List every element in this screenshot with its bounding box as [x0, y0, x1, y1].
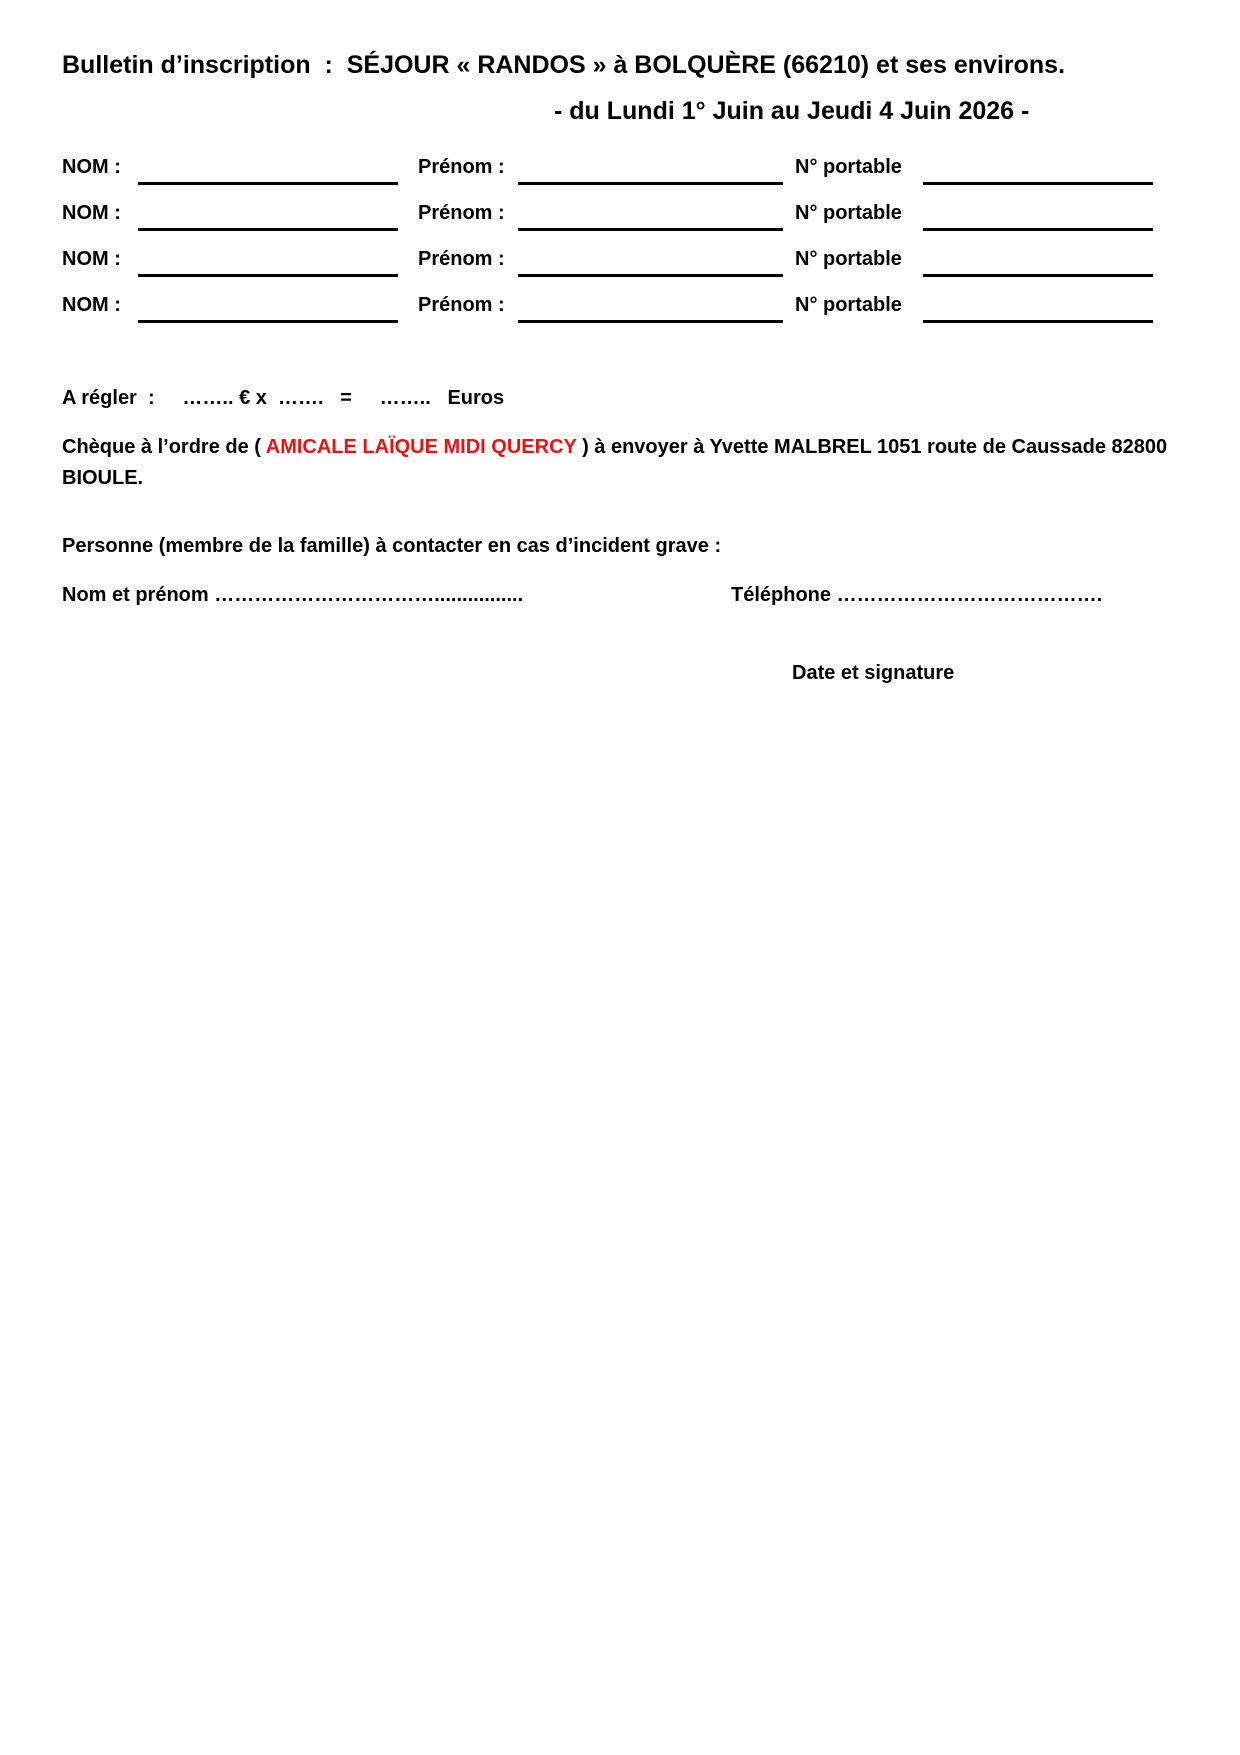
prenom-blank-line	[518, 182, 783, 185]
portable-blank-line	[923, 320, 1153, 323]
prenom-label: Prénom :	[418, 156, 505, 178]
prenom-blank-line	[518, 320, 783, 323]
cheque-instructions-suffix: ) à envoyer à Yvette MALBREL 1051 route de Caussade 82800 BIOULE.	[62, 436, 1173, 489]
portable-label: N° portable	[795, 294, 902, 316]
participants-rows	[62, 150, 1202, 334]
cheque-instructions	[62, 432, 1194, 494]
participant-row-1	[62, 150, 1202, 196]
nom-label: NOM :	[62, 294, 121, 316]
emergency-contact-line	[62, 582, 1202, 608]
portable-blank-line	[923, 274, 1153, 277]
nom-blank-line	[138, 182, 398, 185]
nom-blank-line	[138, 274, 398, 277]
portable-label: N° portable	[795, 202, 902, 224]
emergency-name-dotted-field: Nom et prénom ……………………………................	[62, 584, 524, 606]
nom-blank-line	[138, 320, 398, 323]
payment-amount-line: A régler : …….. € x ……. = …….. Euros	[62, 387, 505, 409]
emergency-phone-dotted-field: Téléphone ………………………………….	[731, 584, 1103, 606]
portable-blank-line	[923, 182, 1153, 185]
prenom-blank-line	[518, 274, 783, 277]
participant-row-4	[62, 288, 1202, 334]
prenom-blank-line	[518, 228, 783, 231]
emergency-contact-heading: Personne (membre de la famille) à contacter en cas d’incident grave :	[62, 535, 722, 557]
portable-blank-line	[923, 228, 1153, 231]
form-subtitle-dates: - du Lundi 1° Juin au Jeudi 4 Juin 2026 -	[554, 97, 1030, 125]
cheque-payee: AMICALE LAÏQUE MIDI QUERCY	[265, 436, 577, 458]
participant-row-2	[62, 196, 1202, 242]
participant-row-3	[62, 242, 1202, 288]
nom-blank-line	[138, 228, 398, 231]
prenom-label: Prénom :	[418, 202, 505, 224]
form-title: Bulletin d’inscription : SÉJOUR « RANDOS » à BOLQUÈRE (66210) et ses environs.	[62, 51, 1066, 79]
portable-label: N° portable	[795, 156, 902, 178]
date-signature-label: Date et signature	[792, 662, 955, 684]
portable-label: N° portable	[795, 248, 902, 270]
nom-label: NOM :	[62, 202, 121, 224]
prenom-label: Prénom :	[418, 294, 505, 316]
prenom-label: Prénom :	[418, 248, 505, 270]
cheque-instructions-prefix: Chèque à l’ordre de (	[62, 436, 266, 458]
nom-label: NOM :	[62, 248, 121, 270]
nom-label: NOM :	[62, 156, 121, 178]
